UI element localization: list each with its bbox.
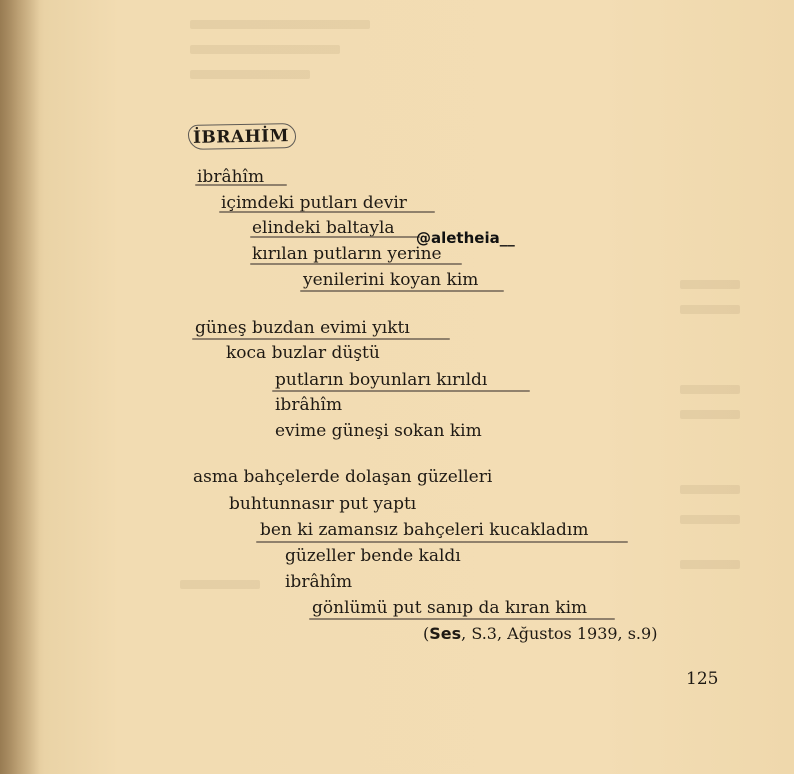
poem-line: elindeki baltayla (252, 218, 395, 238)
journal-name: Ses (429, 624, 462, 643)
poem-title-circled (188, 123, 296, 150)
poem-line: içimdeki putları devir (221, 193, 407, 213)
underline-mark (250, 236, 420, 238)
underline-mark (309, 618, 615, 620)
poem-title: İBRAHİM (192, 126, 290, 148)
poem-line: güneş buzdan evimi yıktı (195, 318, 410, 338)
underline-mark (300, 290, 504, 292)
poem-line: evime güneşi sokan kim (275, 421, 482, 441)
poem-line: ibrâhîm (275, 395, 343, 415)
poem-line: gönlümü put sanıp da kıran kim (312, 598, 588, 618)
poem-line: ibrâhîm (285, 572, 353, 592)
underline-mark (272, 390, 530, 392)
underline-mark (192, 338, 450, 340)
book-spine-shadow (0, 0, 40, 774)
poem-line: koca buzlar düştü (226, 343, 380, 363)
source-citation: (Ses, S.3, Ağustos 1939, s.9) (423, 624, 658, 643)
page-number: 125 (686, 669, 719, 689)
poem-line: güzeller bende kaldı (285, 546, 461, 566)
underline-mark (195, 184, 287, 186)
poem-line: kırılan putların yerine (252, 244, 442, 264)
watermark: @aletheia__ (416, 229, 515, 247)
poem-line: ibrâhîm (197, 167, 265, 187)
poem-line: buhtunnasır put yaptı (229, 494, 417, 514)
poem-line: putların boyunları kırıldı (275, 370, 488, 390)
underline-mark (219, 211, 435, 213)
underline-mark (256, 541, 628, 543)
underline-mark (250, 263, 462, 265)
poem-line: yenilerini koyan kim (303, 270, 479, 290)
poem-line: asma bahçelerde dolaşan güzelleri (193, 467, 493, 487)
poem-line: ben ki zamansız bahçeleri kucakladım (260, 520, 589, 540)
